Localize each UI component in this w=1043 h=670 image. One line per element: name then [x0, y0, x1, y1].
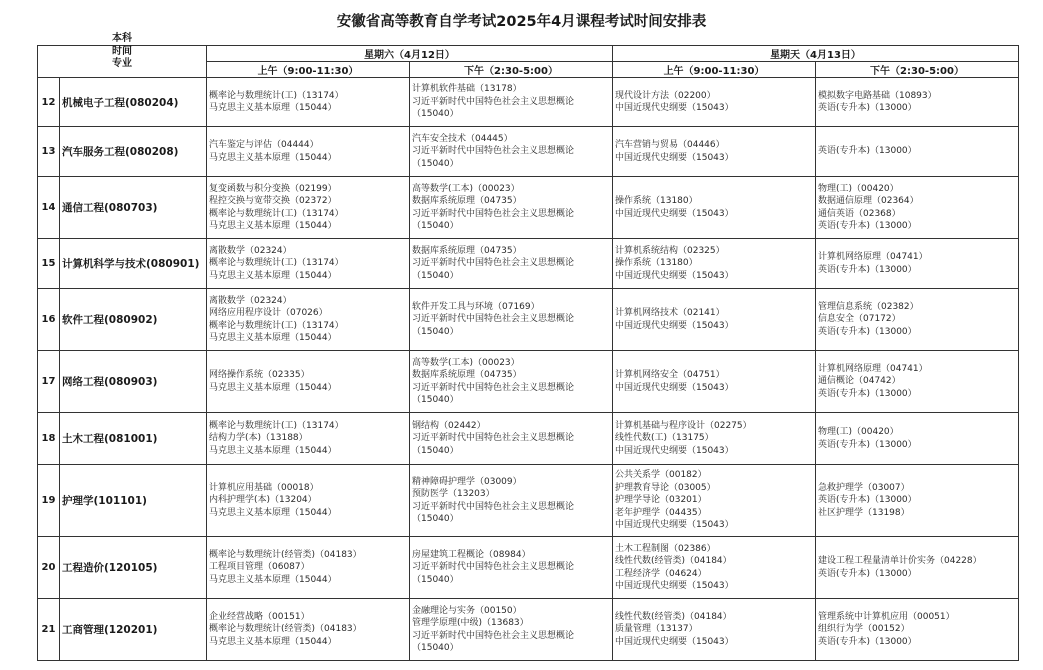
course-entry: 英语(专升本)（13000）: [818, 264, 917, 275]
table-row: [38, 127, 1019, 177]
corner-header-cell: [38, 33, 207, 78]
course-entry: （15040）: [412, 326, 459, 337]
day1-am-cell: [207, 537, 410, 599]
course-entry: 习近平新时代中国特色社会主义思想概论: [412, 258, 575, 269]
course-entry: 马克思主义基本原理（15044）: [209, 332, 337, 343]
major-name: 土木工程(081001): [60, 413, 207, 465]
course-entry: 马克思主义基本原理（15044）: [209, 574, 337, 585]
row-number: 16: [38, 289, 60, 351]
course-entry: 结构力学(本)（13188）: [209, 433, 308, 444]
course-entry: 土木工程制图（02386）: [615, 543, 716, 554]
course-entry: 网络操作系统（02335）: [209, 370, 310, 381]
course-entry: 概率论与数理统计(经管类)（04183）: [209, 624, 362, 635]
course-entry: 钢结构（02442）: [412, 420, 486, 431]
table-row: [38, 465, 1019, 537]
major-name: 网络工程(080903): [60, 351, 207, 413]
course-entry: 马克思主义基本原理（15044）: [209, 507, 337, 518]
course-entry: 现代设计方法（02200）: [615, 90, 716, 101]
day1-am-cell: [207, 78, 410, 127]
day2-pm-cell: [816, 78, 1019, 127]
day1-am-cell: [207, 351, 410, 413]
course-entry: 汽车营销与贸易（04446）: [615, 140, 725, 151]
course-entry: （15040）: [412, 574, 459, 585]
course-entry: 英语(专升本)（13000）: [818, 636, 917, 647]
major-name: 计算机科学与技术(080901): [60, 239, 207, 289]
day2-pm-cell: [816, 537, 1019, 599]
table-row: [38, 599, 1019, 661]
course-entry: 中国近现代史纲要（15043）: [615, 520, 734, 531]
day2-am-cell: [613, 289, 816, 351]
course-entry: 工程经济学（04624）: [615, 568, 707, 579]
course-entry: 数据通信原理（02364）: [818, 196, 919, 207]
course-entry: 通信英语（02368）: [818, 208, 901, 219]
course-entry: 中国近现代史纲要（15043）: [615, 636, 734, 647]
course-entry: 中国近现代史纲要（15043）: [615, 152, 734, 163]
course-entry: 建设工程工程量清单计价实务（04228）: [818, 556, 982, 567]
course-entry: 公共关系学（00182）: [615, 470, 707, 481]
course-entry: 线性代数(工)（13175）: [615, 433, 714, 444]
course-entry: 数据库系统原理（04735）: [412, 196, 522, 207]
course-entry: 中国近现代史纲要（15043）: [615, 103, 734, 113]
row-number: 17: [38, 351, 60, 413]
course-entry: 操作系统（13180）: [615, 258, 698, 269]
course-entry: 习近平新时代中国特色社会主义思想概论: [412, 433, 575, 444]
course-entry: 急救护理学（03007）: [818, 482, 910, 493]
course-entry: 汽车鉴定与评估（04444）: [209, 140, 319, 151]
course-entry: 英语(专升本)（13000）: [818, 103, 917, 113]
day2-am-cell: [613, 127, 816, 177]
day1-pm-cell: [410, 177, 613, 239]
major-name: 机械电子工程(080204): [60, 78, 207, 127]
day2-am-cell: [613, 177, 816, 239]
course-entry: 数据库系统原理（04735）: [412, 370, 522, 381]
course-entry: 计算机网络安全（04751）: [615, 370, 725, 381]
course-entry: 习近平新时代中国特色社会主义思想概论: [412, 562, 575, 573]
row-number: 14: [38, 177, 60, 239]
course-entry: 物理(工)（00420）: [818, 427, 899, 438]
day2-header: 星期天（4月13日）: [613, 46, 1019, 62]
course-entry: 组织行为学（00152）: [818, 624, 910, 635]
course-entry: 计算机应用基础（00018）: [209, 482, 319, 493]
day1-pm-cell: [410, 351, 613, 413]
course-entry: 习近平新时代中国特色社会主义思想概论: [412, 630, 575, 641]
course-entry: 物理(工)（00420）: [818, 183, 899, 194]
table-row: [38, 78, 1019, 127]
row-number: 20: [38, 537, 60, 599]
day1-am-cell: [207, 177, 410, 239]
major-name: 通信工程(080703): [60, 177, 207, 239]
course-entry: 计算机系统结构（02325）: [615, 245, 725, 256]
course-entry: （15040）: [412, 109, 459, 120]
course-entry: 概率论与数理统计(工)（13174）: [209, 208, 344, 219]
course-entry: 习近平新时代中国特色社会主义思想概论: [412, 146, 575, 157]
course-entry: 概率论与数理统计(工)（13174）: [209, 320, 344, 331]
course-entry: 管理学原理(中级)（13683）: [412, 618, 529, 629]
course-entry: 概率论与数理统计(工)（13174）: [209, 258, 344, 269]
course-entry: 高等数学(工本)（00023）: [412, 357, 520, 368]
course-entry: 计算机网络技术（02141）: [615, 308, 725, 319]
course-entry: 护理教育导论（03005）: [615, 482, 716, 493]
course-entry: 计算机软件基础（13178）: [412, 84, 522, 95]
course-entry: 中国近现代史纲要（15043）: [615, 580, 734, 591]
day2-am-header: 上午（9:00-11:30）: [613, 62, 816, 78]
course-entry: 习近平新时代中国特色社会主义思想概论: [412, 501, 575, 512]
row-number: 19: [38, 465, 60, 537]
day2-pm-cell: [816, 413, 1019, 465]
major-name: 护理学(101101): [60, 465, 207, 537]
course-entry: 信息安全（07172）: [818, 314, 901, 325]
corner-time-label: 时间: [112, 46, 132, 57]
course-entry: 老年护理学（04435）: [615, 507, 707, 518]
page-title: 安徽省高等教育自学考试2025年4月课程考试时间安排表: [336, 14, 707, 30]
course-entry: 中国近现代史纲要（15043）: [615, 270, 734, 281]
course-entry: 质量管理（13137）: [615, 624, 698, 635]
course-entry: 离散数学（02324）: [209, 245, 292, 256]
course-entry: 企业经营战略（00151）: [209, 611, 310, 622]
day1-pm-cell: [410, 599, 613, 661]
course-entry: 计算机基础与程序设计（02275）: [615, 420, 752, 431]
course-entry: 习近平新时代中国特色社会主义思想概论: [412, 382, 575, 393]
day2-am-cell: [613, 351, 816, 413]
day2-am-cell: [613, 78, 816, 127]
course-entry: 网络应用程序设计（07026）: [209, 308, 328, 319]
row-number: 15: [38, 239, 60, 289]
course-entry: （15040）: [412, 394, 459, 405]
day2-pm-cell: [816, 465, 1019, 537]
day1-pm-cell: [410, 289, 613, 351]
course-entry: 概率论与数理统计(工)（13174）: [209, 90, 344, 101]
course-entry: 马克思主义基本原理（15044）: [209, 636, 337, 647]
course-entry: 习近平新时代中国特色社会主义思想概论: [412, 96, 575, 107]
day1-pm-cell: [410, 465, 613, 537]
day1-am-header: 上午（9:00-11:30）: [207, 62, 410, 78]
course-entry: 管理信息系统（02382）: [818, 301, 919, 312]
course-entry: 管理系统中计算机应用（00051）: [818, 611, 955, 622]
course-entry: 复变函数与积分变换（02199）: [209, 183, 337, 194]
corner-level-label: 本科: [112, 33, 132, 44]
major-name: 工商管理(120201): [60, 599, 207, 661]
course-entry: （15040）: [412, 513, 459, 524]
day2-pm-cell: [816, 177, 1019, 239]
day2-am-cell: [613, 599, 816, 661]
day1-pm-cell: [410, 413, 613, 465]
table-row: [38, 289, 1019, 351]
course-entry: 英语(专升本)（13000）: [818, 495, 917, 506]
day1-pm-cell: [410, 78, 613, 127]
course-entry: 英语(专升本)（13000）: [818, 220, 917, 231]
course-entry: 工程项目管理（06087）: [209, 562, 310, 573]
schedule-table: [37, 33, 1019, 661]
day2-pm-cell: [816, 239, 1019, 289]
day1-am-cell: [207, 465, 410, 537]
course-entry: 马克思主义基本原理（15044）: [209, 103, 337, 113]
major-name: 软件工程(080902): [60, 289, 207, 351]
course-entry: 马克思主义基本原理（15044）: [209, 152, 337, 163]
major-name: 汽车服务工程(080208): [60, 127, 207, 177]
day2-pm-cell: [816, 351, 1019, 413]
row-number: 13: [38, 127, 60, 177]
day2-am-cell: [613, 537, 816, 599]
course-entry: 概率论与数理统计(经管类)（04183）: [209, 549, 362, 560]
table-row: [38, 537, 1019, 599]
course-entry: （15040）: [412, 220, 459, 231]
day2-am-cell: [613, 465, 816, 537]
course-entry: 中国近现代史纲要（15043）: [615, 320, 734, 331]
day2-am-cell: [613, 413, 816, 465]
course-entry: （15040）: [412, 445, 459, 456]
course-entry: 马克思主义基本原理（15044）: [209, 270, 337, 281]
course-entry: 习近平新时代中国特色社会主义思想概论: [412, 208, 575, 219]
day1-am-cell: [207, 413, 410, 465]
day1-pm-header: 下午（2:30-5:00）: [410, 62, 613, 78]
day2-pm-cell: [816, 289, 1019, 351]
day1-pm-cell: [410, 127, 613, 177]
course-entry: 马克思主义基本原理（15044）: [209, 220, 337, 231]
course-entry: 概率论与数理统计(工)（13174）: [209, 420, 344, 431]
course-entry: 英语(专升本)（13000）: [818, 439, 917, 450]
course-entry: （15040）: [412, 270, 459, 281]
day2-pm-cell: [816, 127, 1019, 177]
course-entry: 中国近现代史纲要（15043）: [615, 208, 734, 219]
day1-pm-cell: [410, 239, 613, 289]
course-entry: 社区护理学（13198）: [818, 507, 910, 518]
course-entry: 计算机网络原理（04741）: [818, 252, 928, 263]
course-entry: 线性代数(经管类)（04184）: [615, 611, 732, 622]
day1-am-cell: [207, 599, 410, 661]
course-entry: 模拟数字电路基础（10893）: [818, 90, 937, 101]
course-entry: 操作系统（13180）: [615, 196, 698, 207]
row-number: 18: [38, 413, 60, 465]
course-entry: 高等数学(工本)（00023）: [412, 183, 520, 194]
day2-pm-header: 下午（2:30-5:00）: [816, 62, 1019, 78]
course-entry: 习近平新时代中国特色社会主义思想概论: [412, 314, 575, 325]
course-entry: 程控交换与宽带交换（02372）: [209, 196, 337, 207]
course-entry: 金融理论与实务（00150）: [412, 605, 522, 616]
course-entry: 马克思主义基本原理（15044）: [209, 445, 337, 456]
row-number: 12: [38, 78, 60, 127]
course-entry: 数据库系统原理（04735）: [412, 245, 522, 256]
course-entry: 英语(专升本)（13000）: [818, 326, 917, 337]
course-entry: 护理学导论（03201）: [615, 495, 707, 506]
corner-major-label: 专业: [112, 58, 132, 69]
course-entry: 汽车安全技术（04445）: [412, 133, 513, 144]
table-row: [38, 177, 1019, 239]
day2-am-cell: [613, 239, 816, 289]
day1-am-cell: [207, 239, 410, 289]
course-entry: （15040）: [412, 158, 459, 169]
course-entry: 中国近现代史纲要（15043）: [615, 445, 734, 456]
course-entry: 中国近现代史纲要（15043）: [615, 382, 734, 393]
course-entry: 房屋建筑工程概论（08984）: [412, 549, 531, 560]
course-entry: 软件开发工具与环境（07169）: [412, 301, 540, 312]
major-name: 工程造价(120105): [60, 537, 207, 599]
day1-am-cell: [207, 127, 410, 177]
day1-header: 星期六（4月12日）: [207, 46, 613, 62]
course-entry: （15040）: [412, 642, 459, 653]
course-entry: 内科护理学(本)（13204）: [209, 495, 317, 506]
row-number: 21: [38, 599, 60, 661]
course-entry: 马克思主义基本原理（15044）: [209, 382, 337, 393]
course-entry: 计算机网络原理（04741）: [818, 363, 928, 374]
table-row: [38, 413, 1019, 465]
course-entry: 通信概论（04742）: [818, 376, 901, 387]
day1-am-cell: [207, 289, 410, 351]
course-entry: 离散数学（02324）: [209, 295, 292, 306]
course-entry: 预防医学（13203）: [412, 489, 495, 500]
course-entry: 英语(专升本)（13000）: [818, 146, 917, 157]
course-entry: 英语(专升本)（13000）: [818, 388, 917, 399]
table-row: [38, 239, 1019, 289]
course-entry: 英语(专升本)（13000）: [818, 568, 917, 579]
course-entry: 线性代数(经管类)（04184）: [615, 556, 732, 567]
day2-pm-cell: [816, 599, 1019, 661]
table-row: [38, 351, 1019, 413]
course-entry: 精神障碍护理学（03009）: [412, 476, 522, 487]
day1-pm-cell: [410, 537, 613, 599]
